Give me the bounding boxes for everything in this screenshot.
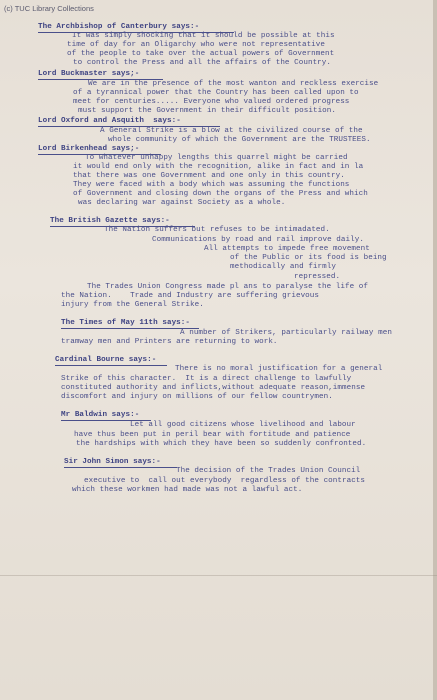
text-line: of the Public or its food is being: [230, 254, 387, 262]
text-line: We are in the presence of the most wanton and reckless exercise: [88, 80, 379, 88]
heading-bourne: Cardinal Bourne says:-: [55, 356, 157, 364]
text-line: constituted authority and inflicts,without adequate reason,immense: [61, 384, 366, 392]
text-line: A General Strike is a blow at the civilized course of the: [100, 127, 363, 135]
text-line: They were faced with a body which was assuming the functions: [73, 181, 350, 189]
text-line: was declaring war against Society as a whole.: [78, 199, 286, 207]
text-line: of Government and closing down the organs of the Press and which: [73, 190, 368, 198]
text-line: executive to call out everybody regardless of the contracts: [84, 477, 366, 485]
text-line: of the people to take over the actual powers of Government: [67, 50, 335, 58]
text-line: the Nation. Trade and Industry are suffering grievous: [61, 292, 319, 300]
heading-archbishop: The Archbishop of Canterbury says:-: [38, 23, 200, 31]
text-line: Communications by road and rail improve daily.: [152, 236, 364, 244]
text-line: Strike of this character. It is a direct challenge to lawfully: [61, 375, 352, 383]
heading-baldwin: Mr Baldwin says:-: [61, 411, 140, 419]
text-line: The Nation suffers but refuses to be intimadated.: [104, 226, 330, 234]
underline: [61, 328, 199, 329]
text-line: whole community of which the Government are the TRUSTEES.: [108, 136, 371, 144]
underline: [64, 467, 177, 468]
text-line: tramway men and Printers are returning to work.: [61, 338, 278, 346]
text-line: The decision of the Trades Union Council: [176, 467, 361, 475]
text-line: the hardships with which they have been so suddenly confronted.: [76, 440, 367, 448]
text-line: repressed.: [294, 273, 341, 281]
text-line: of a tyrannical power that the Country has been called upon to: [73, 89, 359, 97]
text-line: it would end only with the recognition, alike in fact and in la: [73, 163, 364, 171]
collection-credit: (c) TUC Library Collections: [4, 4, 94, 13]
text-line: Let all good citizens whose livelihood and labour: [130, 421, 356, 429]
text-line: to control the Press and all the affairs of the Country.: [73, 59, 331, 67]
text-line: which these workmen had made was not a lawful act.: [72, 486, 303, 494]
heading-buckmaster: Lord Buckmaster says;-: [38, 70, 140, 78]
text-line: must support the Government in their difficult position.: [78, 107, 336, 115]
text-line: injury from the General Strike.: [61, 301, 204, 309]
text-line: All attempts to impede free movement: [204, 245, 370, 253]
text-line: To whatever unhappy lengths this quarrel might be carried: [85, 154, 348, 162]
heading-oxford: Lord Oxford and Asquith says:-: [38, 117, 181, 125]
text-line: There is no moral justification for a general: [175, 365, 383, 373]
underline: [55, 365, 167, 366]
heading-times: The Times of May 11th says:-: [61, 319, 190, 327]
text-line: The Trades Union Congress made pl ans to paralyse the life of: [87, 283, 369, 291]
text-line: It was simply shocking that it should be possible at this: [72, 32, 335, 40]
text-line: A number of Strikers, particularly railway men: [180, 329, 392, 337]
heading-british-gazette: The British Gazette says:-: [50, 217, 170, 225]
text-line: that there was one Government and one only in this country.: [73, 172, 345, 180]
text-line: have thus been put in peril bear with fortitude and patience: [74, 431, 351, 439]
text-line: discomfort and injury on millions of our fellow countrymen.: [61, 393, 333, 401]
text-line: methodically and firmly: [230, 263, 336, 271]
text-line: time of day for an Oligarchy who were not representative: [67, 41, 325, 49]
text-line: meet for centuries..... Everyone who valued ordered progress: [73, 98, 350, 106]
heading-birkenhead: Lord Birkenhead says;-: [38, 145, 140, 153]
heading-simon: Sir John Simon says:-: [64, 458, 161, 466]
